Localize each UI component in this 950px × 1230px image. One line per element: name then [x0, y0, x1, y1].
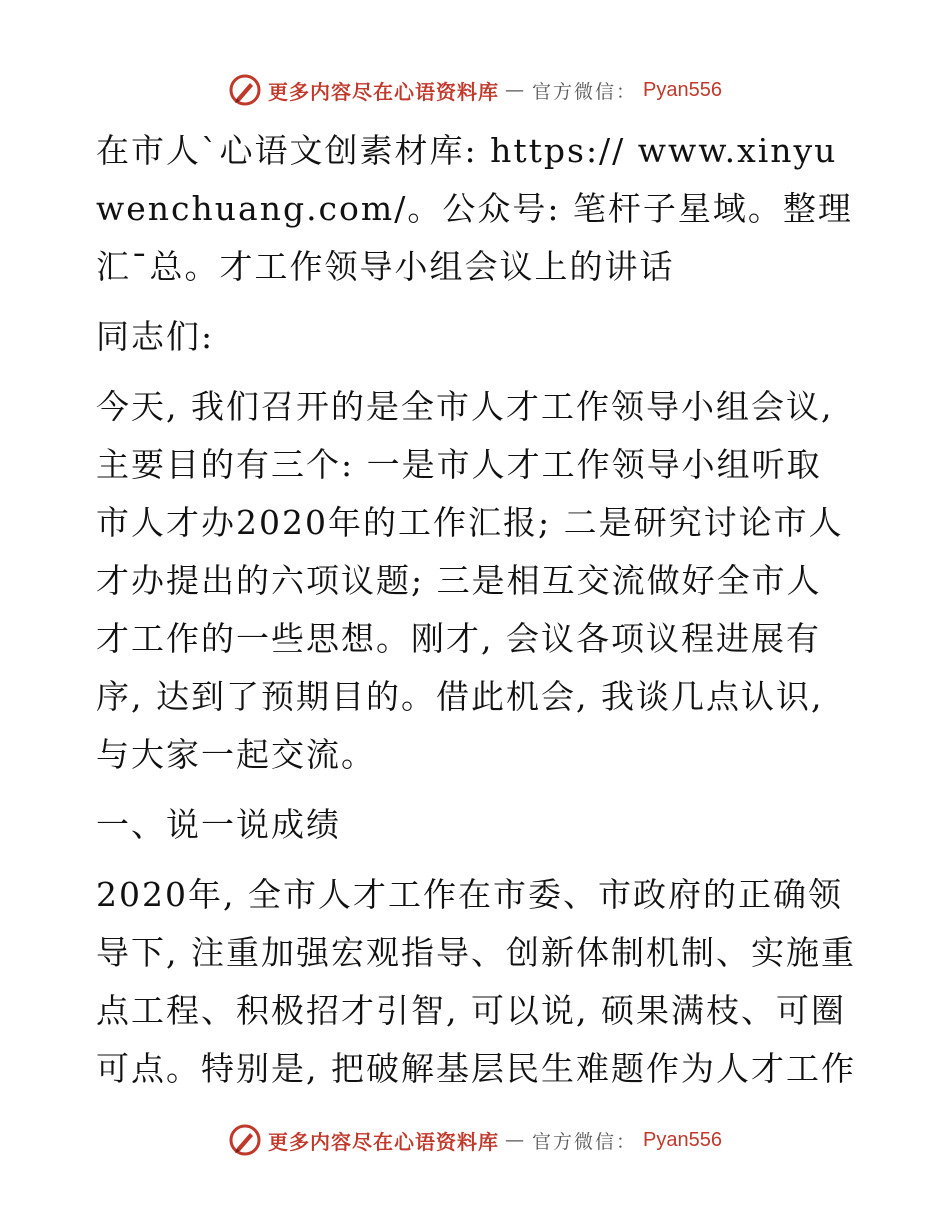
- banner-separator: —: [505, 1129, 526, 1151]
- banner-wechat-label: 官方微信：: [532, 80, 638, 103]
- achievement-paragraph: 2020年, 全市人才工作在市委、市政府的正确领导下, 注重加强宏观指导、创新体制机制、实施重点工程、积极招才引智, 可以说, 硕果满枝、可圈可点。特别是, 把破解基层民生难题作为人才工作: [96, 875, 856, 1088]
- header-watermark-banner: [0, 70, 950, 110]
- opening-paragraph: 今天, 我们召开的是全市人才工作领导小组会议, 主要目的有三个: 一是市人才工作领导小组听取市人才办2020年的工作汇报; 二是研究讨论市人才办提出的六项议题; 三是相互交流做好全市人才工作的一些思想。刚才, 会议各项议程进展有序, 达到了预期目的。借此机会, 我谈几点认识, 与大家一起交流。: [96, 387, 844, 774]
- banner-wechat-id: Pyan556: [643, 1128, 722, 1151]
- banner-brand-text: 更多内容尽在心语资料库: [268, 1129, 499, 1154]
- document-body: [96, 122, 856, 1110]
- banner-wechat-label: 官方微信：: [532, 1130, 638, 1153]
- pen-logo-icon: [228, 73, 262, 107]
- banner-wechat-id: Pyan556: [643, 78, 722, 101]
- salutation: 同志们:: [96, 317, 215, 356]
- section-heading: 一、说一说成绩: [96, 805, 341, 844]
- banner-separator: —: [505, 79, 526, 101]
- footer-watermark-banner: [0, 1120, 950, 1160]
- intro-paragraph: 在市人`心语文创素材库: https:// www.xinyuwenchuang.com/。公众号: 笔杆子星域。整理汇¯总。才工作领导小组会议上的讲话: [96, 131, 853, 286]
- pen-logo-icon: [228, 1123, 262, 1157]
- banner-brand-text: 更多内容尽在心语资料库: [268, 79, 499, 104]
